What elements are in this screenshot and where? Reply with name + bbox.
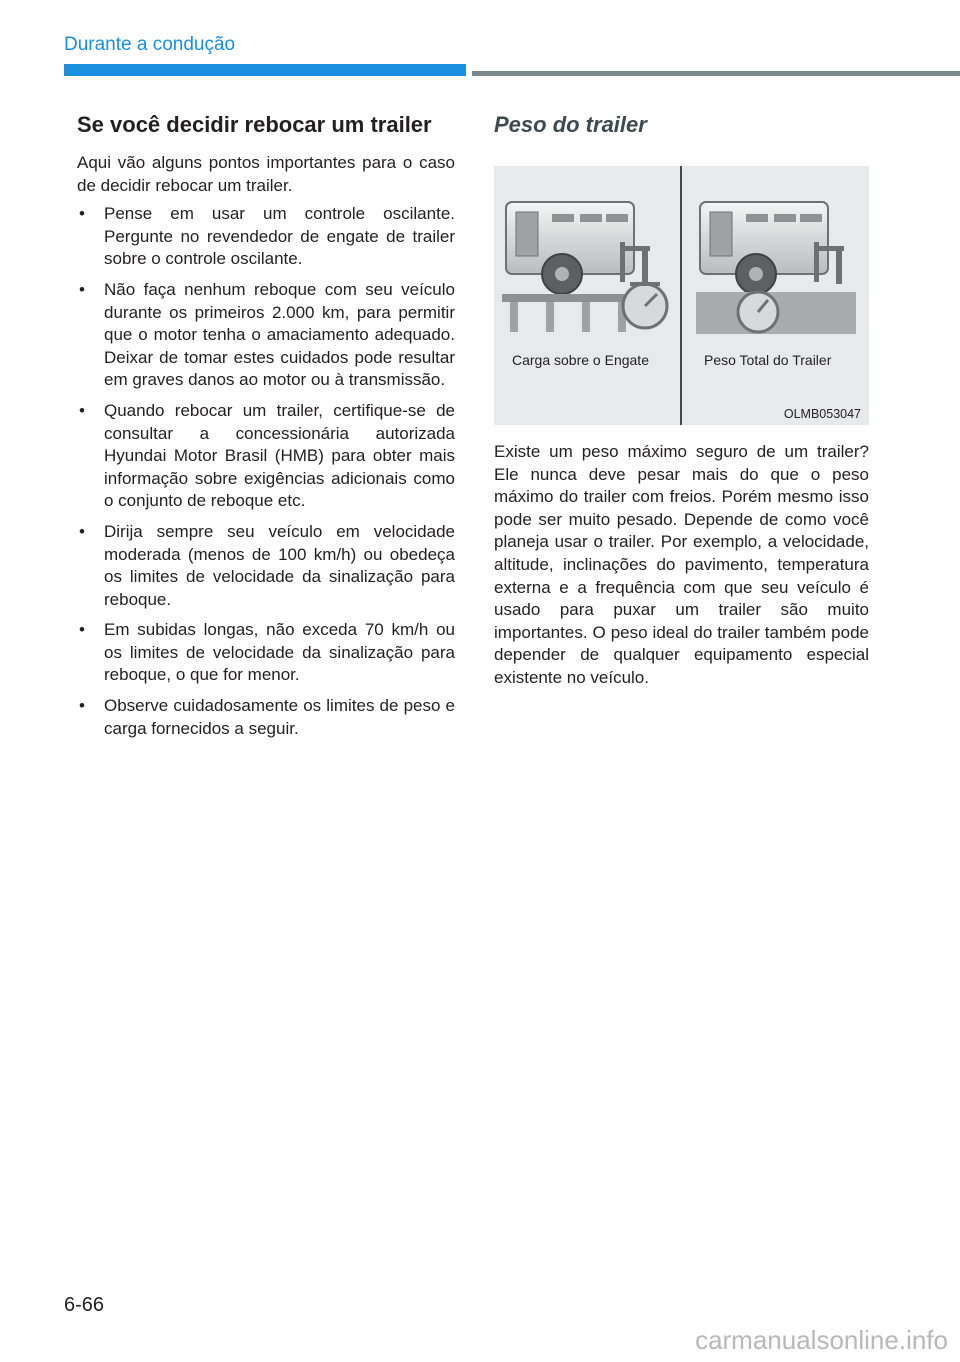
bullet-list: [77, 203, 455, 740]
bullet-marker: •: [79, 279, 85, 299]
bullet-text: Pense em usar um controle oscilante. Pergunte no revendedor de engate de trailer sobre o controle oscilante.: [104, 204, 455, 269]
tongue-load-illustration: [502, 194, 672, 334]
intro-paragraph: Aqui vão alguns pontos importantes para o caso de decidir rebocar um trailer.: [77, 153, 455, 195]
total-weight-illustration: [696, 194, 866, 334]
list-item: [77, 695, 455, 740]
section-heading: Peso do trailer: [494, 112, 647, 137]
left-column: [77, 112, 455, 748]
figure-caption-left: Carga sobre o Engate: [512, 352, 649, 368]
section-heading: Se você decidir rebocar um trailer: [77, 112, 432, 137]
bullet-text: Não faça nenhum reboque com seu veículo durante os primeiros 2.000 km, para permitir que o motor tenha o amaciamento adequado. Deixar de tomar estes cuidados pode resultar em graves danos ao motor ou à transmissão.: [104, 279, 455, 390]
bullet-marker: •: [79, 696, 85, 716]
page-number: 6-66: [64, 1294, 105, 1316]
bullet-text: Observe cuidadosamente os limites de peso e carga fornecidos a seguir.: [104, 696, 455, 738]
bullet-marker: •: [79, 204, 85, 224]
list-item: [77, 400, 455, 513]
watermark: carmanualsonline.info: [695, 1325, 948, 1355]
list-item: [77, 279, 455, 392]
bullet-marker: •: [79, 521, 85, 541]
figure-divider: [680, 166, 682, 425]
bullet-marker: •: [79, 620, 85, 640]
header-rule: [472, 71, 960, 76]
figure-caption-right: Peso Total do Trailer: [704, 352, 832, 368]
list-item: [77, 619, 455, 687]
chapter-title: Durante a condução: [64, 34, 236, 55]
bullet-text: Em subidas longas, não exceda 70 km/h ou os limites de velocidade da sinalização para reboque, o que for menor.: [104, 620, 455, 685]
header-accent-bar: [64, 64, 466, 76]
figure-code: OLMB053047: [783, 407, 861, 421]
bullet-marker: •: [79, 400, 85, 420]
weight-paragraph: Existe um peso máximo seguro de um trailer? Ele nunca deve pesar mais do que o peso máximo do trailer com freios. Porém mesmo isso pode ser muito pesado. Depende de como você planeja usar o trailer. Por exemplo, a velocidade, altitude, inclinações do pavimento, temperatura externa e a frequência com que seu veículo é usado para puxar um trailer são muito importantes. O peso ideal do trailer também pode depender de qualquer equipamento especial existente no veículo.: [494, 442, 869, 687]
bullet-text: Quando rebocar um trailer, certifique-se de consultar a concessionária autorizada Hyundai Motor Brasil (HMB) para obter mais informação sobre exigências adicionais como o conjunto de reboque etc.: [104, 400, 455, 511]
bullet-text: Dirija sempre seu veículo em velocidade moderada (menos de 100 km/h) ou obedeça os limites de velocidade da sinalização para reboque.: [104, 521, 455, 609]
right-column: [494, 112, 869, 690]
list-item: [77, 203, 455, 271]
list-item: [77, 521, 455, 611]
trailer-weight-figure: [494, 166, 869, 425]
